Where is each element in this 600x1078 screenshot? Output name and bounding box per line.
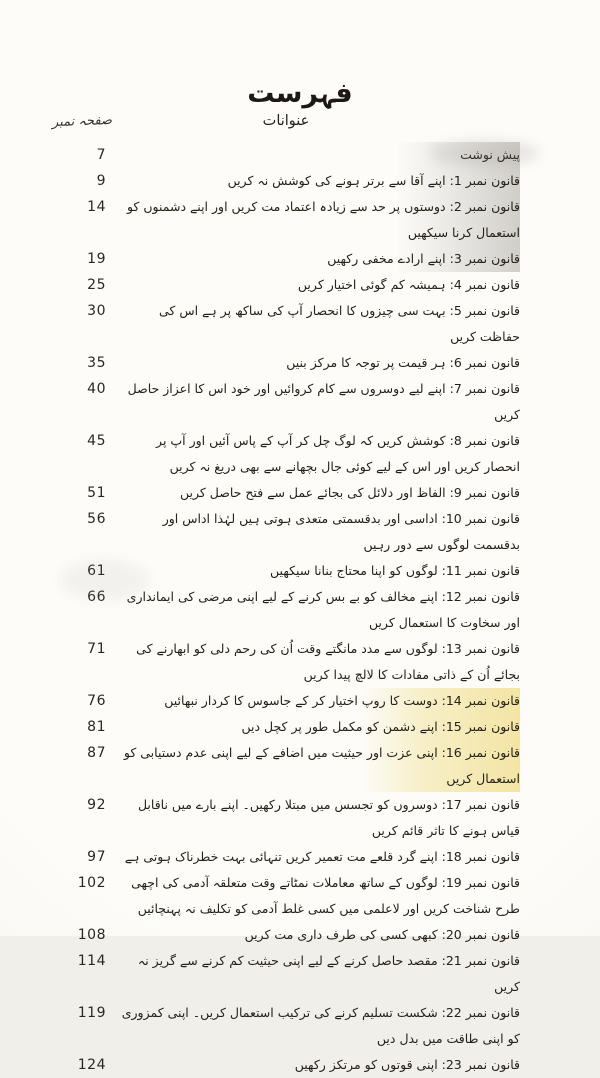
toc-page-number: 108 [77,927,106,943]
toc-entry-title: قانون نمبر 15: اپنے دشمن کو مکمل طور پر کچل دیں [118,714,520,740]
toc-row [52,350,520,376]
toc-row [52,272,520,298]
toc-page-number: 66 [87,589,106,605]
toc-row [52,714,520,740]
page-title: فہرست [247,78,353,109]
toc-entry-title: قانون نمبر 10: اداسی اور بدقسمتی متعدی ہوتی ہیں لہٰذا اداس اور بدقسمت لوگوں سے دور رہیں [162,511,520,552]
toc-entry-title: قانون نمبر 23: اپنی قوتوں کو مرتکز رکھیں [294,1057,520,1072]
toc-page-number: 87 [87,745,106,761]
toc-entry-title: قانون نمبر 3: اپنے ارادے مخفی رکھیں [118,246,520,272]
toc-page-number: 45 [87,433,106,449]
toc-row [52,740,520,792]
page-number-column-header: صفحہ نمبر [51,113,113,131]
toc-row [52,688,520,714]
toc-entry-title: قانون نمبر 1: اپنے آقا سے برتر ہونے کی کوشش نہ کریں [118,168,520,194]
toc-page-number: 35 [87,355,106,371]
toc-entry-title: قانون نمبر 19: لوگوں کے ساتھ معاملات نمٹاتے وقت متعلقہ آدمی کی اچھی طرح شناخت کریں اور لاعلمی میں کسی غلط آدمی کو تکلیف نہ پہنچائیں [131,875,520,916]
toc-row [52,298,520,350]
toc-page-number: 119 [77,1005,106,1021]
toc-row [52,844,520,870]
toc-entry-title: قانون نمبر 21: مقصد حاصل کرنے کے لیے اپنی حیثیت کم کرنے سے گریز نہ کریں [137,953,520,994]
toc-page-number: 30 [87,303,106,319]
toc-entry-title: قانون نمبر 13: لوگوں سے مدد مانگتے وقت اُن کی رحم دلی کو ابھارنے کی بجائے اُن کے ذاتی مفادات کا لالچ پیدا کریں [136,641,520,682]
toc-entry-title: قانون نمبر 14: دوست کا روپ اختیار کر کے جاسوس کا کردار نبھائیں [118,688,520,714]
toc-entry-title: قانون نمبر 22: شکست تسلیم کرنے کی ترکیب استعمال کریں۔ اپنی کمزوری کو اپنی طاقت میں بدل دیں [121,1005,520,1046]
toc-entry-title: قانون نمبر 8: کوشش کریں کہ لوگ چل کر آپ کے پاس آئیں اور آپ پر انحصار کریں اور اس کے لیے کوئی جال بچھانے سے بھی دریغ نہ کریں [156,433,520,474]
toc-page-number: 97 [87,849,106,865]
column-headers [0,113,600,129]
toc-page-number: 102 [77,875,106,891]
toc-row [52,948,520,1000]
toc-row [52,584,520,636]
toc-list [0,142,600,1078]
toc-entry-title: قانون نمبر 7: اپنے لیے دوسروں سے کام کروائیں اور خود اس کا اعزاز حاصل کریں [127,381,520,422]
toc-page-number: 7 [96,147,106,163]
toc-row [52,870,520,922]
toc-entry-title: قانون نمبر 2: دوستوں پر حد سے زیادہ اعتماد مت کریں اور اپنے دشمنوں کو استعمال کرنا سیکھیں [118,194,520,246]
toc-row [52,142,520,168]
toc-page-number: 114 [77,953,106,969]
toc-entry-title: پیش نوشت [118,142,520,168]
toc-entry-title: قانون نمبر 9: الفاظ اور دلائل کی بجائے عمل سے فتح حاصل کریں [179,485,520,500]
toc-row [52,1000,520,1052]
toc-row [52,168,520,194]
toc-entry-title: قانون نمبر 4: ہمیشہ کم گوئی اختیار کریں [297,277,520,292]
toc-row [52,792,520,844]
toc-entry-title: قانون نمبر 6: ہر قیمت پر توجہ کا مرکز بنیں [286,355,520,370]
toc-row [52,558,520,584]
toc-page-number: 81 [87,719,106,735]
toc-row [52,1052,520,1078]
titles-column-header: عنوانات [262,113,310,129]
toc-entry-title: قانون نمبر 18: اپنے گرد قلعے مت تعمیر کریں تنہائی بہت خطرناک ہوتی ہے [124,849,520,864]
toc-page-number: 40 [87,381,106,397]
toc-entry-title: قانون نمبر 11: لوگوں کو اپنا محتاج بنانا سیکھیں [270,563,520,578]
toc-page-number: 61 [87,563,106,579]
toc-row [52,376,520,428]
toc-entry-title: قانون نمبر 16: اپنی عزت اور حیثیت میں اضافے کے لیے اپنی عدم دستیابی کو استعمال کریں [118,740,520,792]
toc-page-number: 76 [87,693,106,709]
toc-row [52,636,520,688]
toc-page-number: 71 [87,641,106,657]
toc-row [52,194,520,246]
toc-page-number: 19 [87,251,106,267]
toc-entry-title: قانون نمبر 17: دوسروں کو تجسس میں مبتلا رکھیں۔ اپنے بارے میں ناقابل قیاس ہونے کا تاثر قائم کریں [137,797,520,838]
toc-page-number: 14 [87,199,106,215]
toc-page-number: 25 [87,277,106,293]
toc-page-number: 124 [77,1057,106,1073]
toc-row [52,428,520,480]
toc-entry-title: قانون نمبر 12: اپنے مخالف کو بے بس کرنے کے لیے اپنی مرضی کی ایمانداری اور سخاوت کا استعمال کریں [126,589,520,630]
toc-entry-title: قانون نمبر 5: بہت سی چیزوں کا انحصار آپ کی ساکھ پر ہے اس کی حفاظت کریں [159,303,520,344]
toc-header [0,0,600,129]
toc-page-number: 51 [87,485,106,501]
toc-entry-title: قانون نمبر 20: کبھی کسی کی طرف داری مت کریں [244,927,520,942]
toc-page-number: 56 [87,511,106,527]
toc-page-number: 9 [96,173,106,189]
toc-row [52,506,520,558]
toc-page-number: 92 [87,797,106,813]
toc-row [52,246,520,272]
toc-row [52,922,520,948]
toc-row [52,480,520,506]
